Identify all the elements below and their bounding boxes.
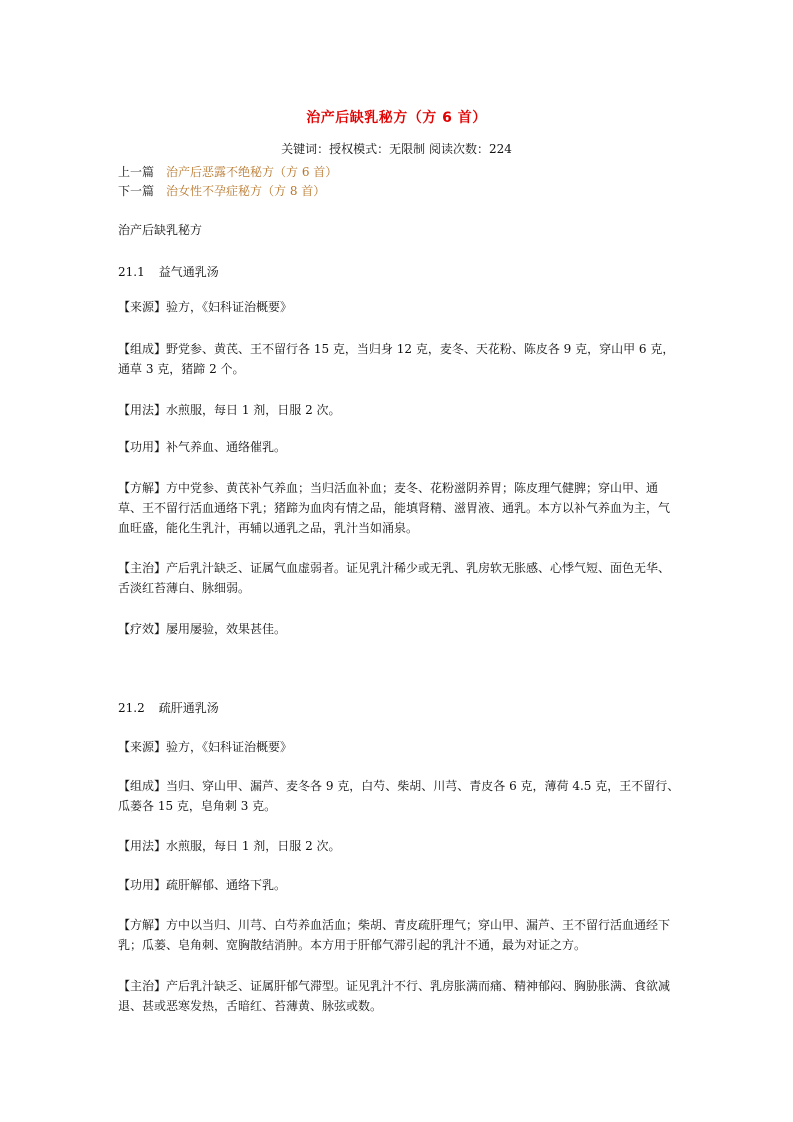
next-article-link[interactable]: 治女性不孕症秘方（方 8 首）	[166, 184, 326, 198]
item-text: 验方，《妇科证治概要》	[166, 740, 293, 754]
item-tag: 【来源】	[118, 740, 167, 754]
recipe-item	[118, 875, 680, 895]
prev-article-nav	[118, 163, 337, 180]
recipe-item	[118, 297, 680, 317]
item-tag: 【组成】	[118, 342, 167, 356]
next-article-nav	[118, 182, 325, 199]
item-tag: 【方解】	[118, 481, 167, 495]
item-tag: 【主治】	[118, 561, 167, 575]
recipe-item	[118, 776, 680, 816]
item-tag: 【功用】	[118, 878, 167, 892]
section-name: 疏肝通乳汤	[158, 701, 219, 715]
section-name: 益气通乳汤	[158, 265, 219, 279]
item-text: 验方，《妇科证治概要》	[166, 300, 293, 314]
item-text: 方中党参、黄芪补气养血；当归活血补血；麦冬、花粉滋阴养胃；陈皮理气健脾；穿山甲、通草、王不留行活血通络下乳；猪蹄为血肉有情之品，能填肾精、滋胃液、通乳。本方以补气养血为主，气血旺盛，能化生乳汁，再辅以通乳之品，乳汁当如涌泉。	[118, 481, 671, 535]
item-tag: 【功用】	[118, 440, 167, 454]
item-text: 水煎服，每日 1 剂，日服 2 次。	[166, 403, 341, 417]
item-text: 当归、穿山甲、漏芦、麦冬各 9 克，白芍、柴胡、川芎、青皮各 6 克，薄荷 4.5 克，王不留行、瓜蒌各 15 克，皂角刺 3 克。	[118, 779, 680, 813]
item-text: 方中以当归、川芎、白芍养血活血；柴胡、青皮疏肝理气；穿山甲、漏芦、王不留行活血通经下乳；瓜蒌、皂角刺、宽胸散结消肿。本方用于肝郁气滞引起的乳汁不通，最为对证之方。	[118, 918, 671, 952]
item-tag: 【来源】	[118, 300, 167, 314]
item-tag: 【疗效】	[118, 622, 167, 636]
page-title: 治产后缺乳秘方（方 6 首）	[306, 110, 487, 126]
next-label: 下一篇	[118, 184, 155, 198]
recipe-item	[118, 915, 680, 955]
section-number: 21.2	[118, 701, 145, 715]
recipe-item	[118, 400, 680, 420]
item-text: 补气养血、通络催乳。	[166, 440, 287, 454]
recipe-item	[118, 478, 680, 538]
item-text: 屡用屡验，效果甚佳。	[166, 622, 287, 636]
recipe-item	[118, 558, 680, 598]
item-text: 产后乳汁缺乏、证属气血虚弱者。证见乳汁稀少或无乳、乳房软无胀感、心悸气短、面色无华、舌淡红苔薄白、脉细弱。	[118, 561, 671, 595]
article-meta: 关键词：授权模式：无限制 阅读次数：224	[281, 142, 512, 156]
item-tag: 【组成】	[118, 779, 167, 793]
prev-label: 上一篇	[118, 165, 155, 179]
item-tag: 【主治】	[118, 979, 167, 993]
section-number: 21.1	[118, 265, 145, 279]
item-text: 产后乳汁缺乏、证属肝郁气滞型。证见乳汁不行、乳房胀满而痛、精神郁闷、胸胁胀满、食欲减退、甚或恶寒发热，舌暗红、苔薄黄、脉弦或数。	[118, 979, 671, 1013]
prev-article-link[interactable]: 治产后恶露不绝秘方（方 6 首）	[166, 165, 338, 179]
recipe-item	[118, 737, 680, 757]
section-heading	[118, 698, 680, 718]
recipe-item	[118, 836, 680, 856]
recipe-item	[118, 339, 680, 379]
recipe-item	[118, 437, 680, 457]
item-text: 野党参、黄芪、王不留行各 15 克，当归身 12 克，麦冬、天花粉、陈皮各 9 克，穿山甲 6 克，通草 3 克，猪蹄 2 个。	[118, 342, 675, 376]
section-heading	[118, 262, 680, 282]
recipe-item	[118, 976, 680, 1016]
item-tag: 【方解】	[118, 918, 167, 932]
item-text: 疏肝解郁、通络下乳。	[166, 878, 287, 892]
recipe-item	[118, 619, 680, 639]
item-tag: 【用法】	[118, 403, 167, 417]
item-tag: 【用法】	[118, 839, 167, 853]
intro-text: 治产后缺乳秘方	[118, 223, 203, 237]
item-text: 水煎服，每日 1 剂，日服 2 次。	[166, 839, 341, 853]
